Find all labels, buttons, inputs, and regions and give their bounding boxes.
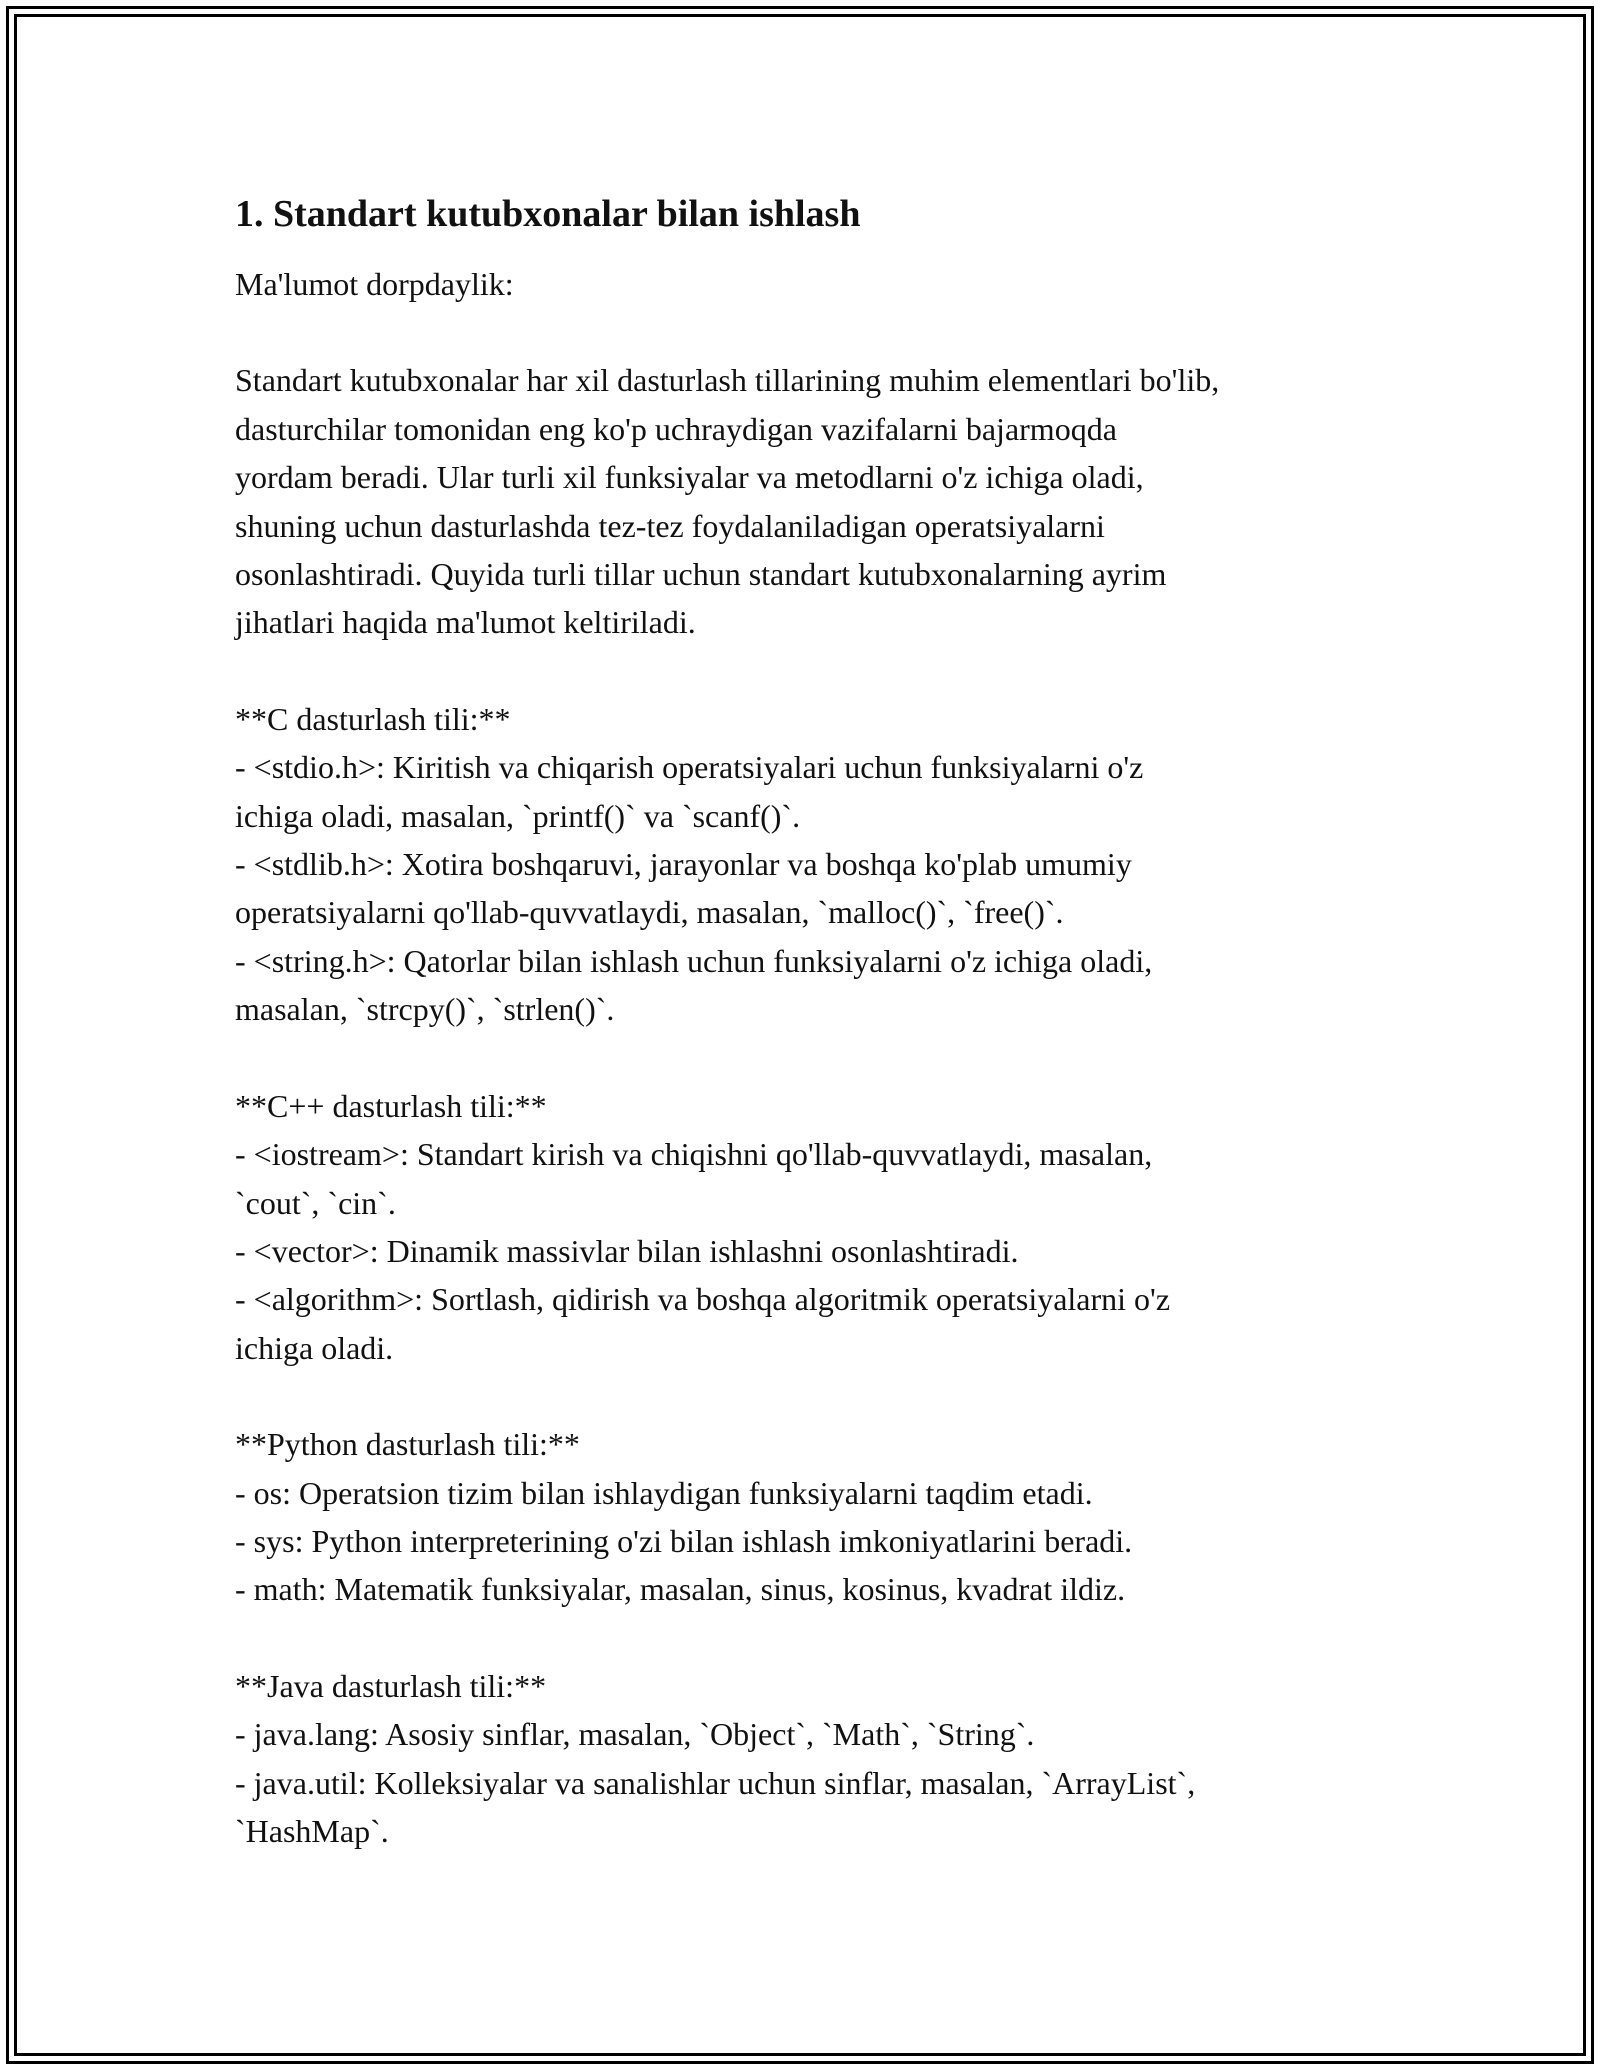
section-line: - <string.h>: Qatorlar bilan ishlash uchun funksiyalarni o'z ichiga oladi, <box>235 942 1153 979</box>
section-line: - <stdlib.h>: Xotira boshqaruvi, jarayonlar va boshqa ko'plab umumiy <box>235 846 1132 883</box>
document-title: 1. Standart kutubxonalar bilan ishlash <box>235 193 861 235</box>
section-line: masalan, `strcpy()`, `strlen()`. <box>235 991 615 1028</box>
section-heading: **C++ dasturlash tili:** <box>235 1087 547 1124</box>
section-line: - <algorithm>: Sortlash, qidirish va boshqa algoritmik operatsiyalarni o'z <box>235 1281 1171 1318</box>
section-c <box>235 695 1395 1034</box>
section-line: - <iostream>: Standart kirish va chiqishni qo'llab-quvvatlaydi, masalan, <box>235 1136 1153 1173</box>
section-line: - <vector>: Dinamik massivlar bilan ishlashni osonlashtiradi. <box>235 1232 1019 1269</box>
section-line: - sys: Python interpreterining o'zi bilan ishlash imkoniyatlarini beradi. <box>235 1522 1133 1559</box>
section-line: - <stdio.h>: Kiritish va chiqarish operatsiyalari uchun funksiyalarni o'z <box>235 749 1144 786</box>
section-heading: **Java dasturlash tili:** <box>235 1667 547 1704</box>
section-cpp <box>235 1082 1395 1372</box>
intro-line: shuning uchun dasturlashda tez-tez foydalaniladigan operatsiyalarni <box>235 507 1105 544</box>
section-line: ichiga oladi, masalan, `printf()` va `scanf()`. <box>235 797 801 834</box>
section-line: `HashMap`. <box>235 1812 389 1849</box>
intro-line: Standart kutubxonalar har xil dasturlash tillarining muhim elementlari bo'lib, <box>235 362 1220 399</box>
section-python <box>235 1420 1395 1614</box>
section-line: `cout`, `cin`. <box>235 1184 396 1221</box>
section-line: operatsiyalarni qo'llab-quvvatlaydi, masalan, `malloc()`, `free()`. <box>235 894 1064 931</box>
document-body <box>235 185 1395 1855</box>
document-subtitle: Ma'lumot dorpdaylik: <box>235 266 514 302</box>
intro-line: yordam beradi. Ular turli xil funksiyalar va metodlarni o'z ichiga oladi, <box>235 459 1144 496</box>
section-line: - java.lang: Asosiy sinflar, masalan, `Object`, `Math`, `String`. <box>235 1716 1035 1753</box>
intro-line: jihatlari haqida ma'lumot keltiriladi. <box>235 604 696 641</box>
section-line: - math: Matematik funksiyalar, masalan, sinus, kosinus, kvadrat ildiz. <box>235 1571 1126 1608</box>
intro-line: osonlashtiradi. Quyida turli tillar uchun standart kutubxonalarning ayrim <box>235 556 1167 593</box>
intro-paragraph <box>235 356 1395 646</box>
section-line: ichiga oladi. <box>235 1329 394 1366</box>
section-heading: **C dasturlash tili:** <box>235 700 511 737</box>
section-line: - java.util: Kolleksiyalar va sanalishlar uchun sinflar, masalan, `ArrayList`, <box>235 1764 1196 1801</box>
section-line: - os: Operatsion tizim bilan ishlaydigan funksiyalarni taqdim etadi. <box>235 1474 1093 1511</box>
intro-line: dasturchilar tomonidan eng ko'p uchraydigan vazifalarni bajarmoqda <box>235 410 1117 447</box>
section-heading: **Python dasturlash tili:** <box>235 1426 580 1463</box>
section-java <box>235 1662 1395 1856</box>
